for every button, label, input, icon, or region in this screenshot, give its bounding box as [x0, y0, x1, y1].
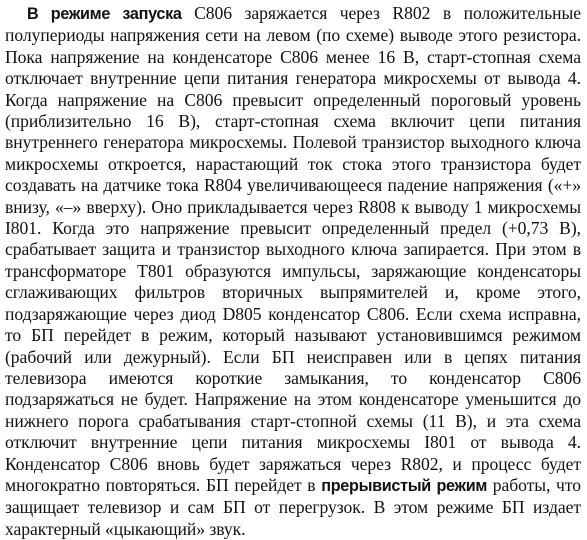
- paragraph-text-end: работы, что защищает телевизор и сам БП от перегрузок. В этом режиме БП издает характерный «цыкающий» звук.: [5, 474, 582, 539]
- body-paragraph: [5, 3, 581, 540]
- paragraph-text: С806 заряжается через R802 в положительные полупериоды напряжения сети на левом (по схеме) выводе этого резистора. Пока напряжение на конденсаторе С806 менее 16 В, старт-стопная схема отключает внутренние цепи питания генератора микросхемы от вывода 4. Когда напряжение на С806 превысит определенный пороговый уровень (приблизительно 16 В), старт-стопная схема включит цепи питания внутреннего генератора микросхемы. Полевой транзистор выходного ключа микросхемы откроется, нарастающий ток стока этого транзистора будет создавать на датчике тока R804 увеличивающееся падение напряжения («+» внизу, «–» вверху). Оно прикладывается через R808 к выводу 1 микросхемы I801. Когда это напряжение превысит определенный предел (+0,73 В), срабатывает защита и транзистор выходного ключа запирается. При этом в трансформаторе Т801 образуются импульсы, заряжающие конденсаторы сглаживающих фильтров вторичных выпрямителей и, кроме этого, подзаряжающие через диод D805 конденсатор С806. Если схема исправна, то БП перейдет в режим, который называют установившимся режимом (рабочий или дежурный). Если БП неисправен или в цепях питания телевизора имеются короткие замыкания, то конденсатор С806 подзаряжаться не будет. Напряжение на этом конденсаторе уменьшится до нижнего порога срабатывания старт-стопной схемы (11 В), и эта схема отключит внутренние цепи питания микросхемы I801 от вывода 4. Конденсатор С806 вновь будет заряжаться через R802, и процесс будет многократно повторяться. БП перейдет в: [5, 3, 581, 495]
- startup-mode-term: В режиме запуска: [27, 5, 182, 23]
- burst-mode-term: прерывистый режим: [321, 476, 488, 495]
